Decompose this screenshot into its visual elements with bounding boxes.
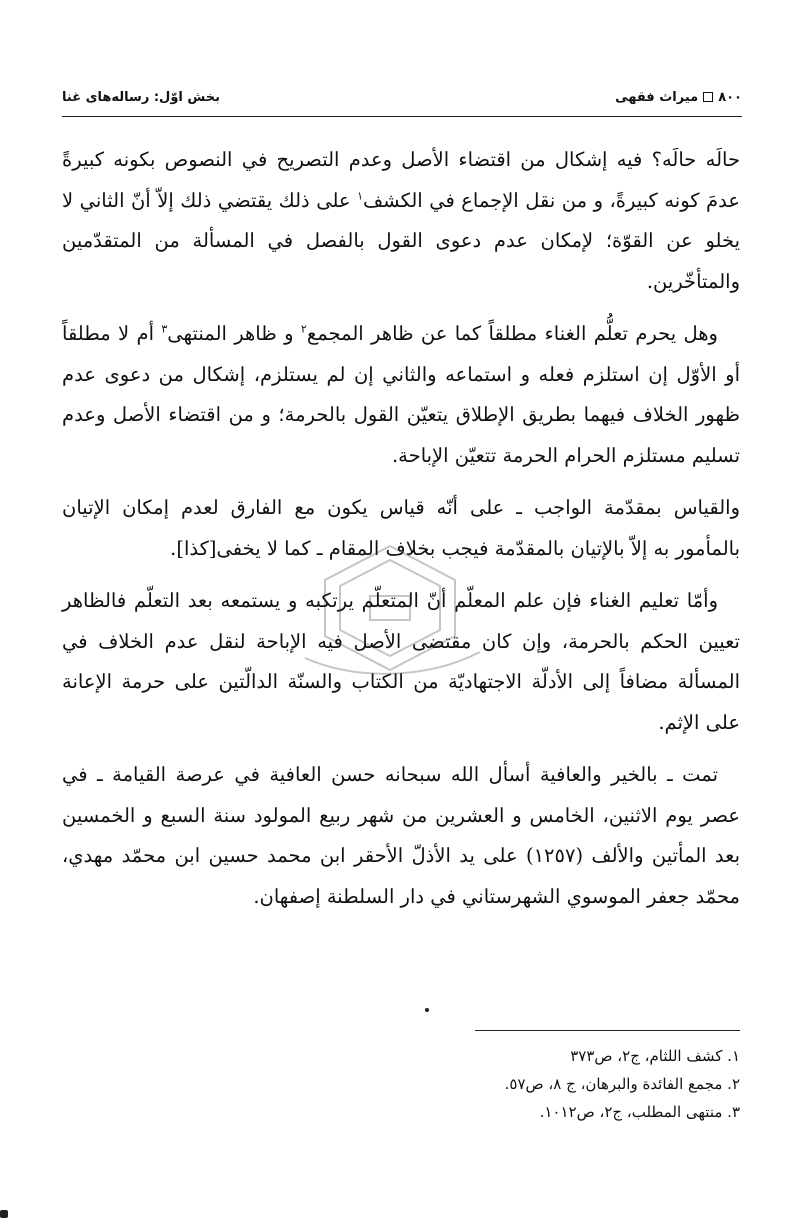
paragraph-text: حالَه حالَه؟ فيه إشكال من اقتضاء الأصل وعدم التصريح في النصوص بكونه كبيرةً عدمَ كونه كبيرةً، و من نقل الإجماع في الكشف <box>62 148 740 212</box>
main-text <box>62 140 740 929</box>
paragraph-text: على ذلك يقتضي ذلك إلاّ أنّ الثاني لا يخلو عن القوّة؛ لإمكان عدم دعوى القول بالفصل في المسألة من المتقدّمين والمتأخّرين. <box>62 188 740 293</box>
scan-edge-mark <box>0 1210 8 1218</box>
footnote-2: ٢. مجمع الفائدة والبرهان، ج ٨، ص٥٧. <box>504 1075 740 1093</box>
footnote-divider <box>475 1030 740 1031</box>
running-head-right <box>615 90 742 105</box>
paragraph-3: والقياس بمقدّمة الواجب ـ على أنّه قياس يكون مع الفارق لعدم إمكان الإتيان بالمأمور به إلاّ بالإتيان بالمقدّمة فيجب بخلاف المقام ـ كما لا يخفى[كذا]. <box>62 496 740 560</box>
paragraph-text: و ظاهر المنتهى <box>167 322 301 345</box>
running-head <box>62 84 742 110</box>
paragraph-text: وهل يحرم تعلُّم الغناء مطلقاً كما عن ظاهر المجمع <box>306 322 718 345</box>
page-number: ۸۰۰ <box>718 89 742 105</box>
footnote-3: ٣. منتهى المطلب، ج٢، ص١٠١٢. <box>539 1103 740 1121</box>
paragraph-1 <box>62 140 740 302</box>
footnote-1: ١. كشف اللثام، ج٢، ص٣٧٣ <box>570 1047 740 1065</box>
paragraph-2 <box>62 314 740 476</box>
paragraph-4: وأمّا تعليم الغناء فإن علم المعلّم أنّ المتعلّم يرتكبه و يستمعه بعد التعلّم فالظاهر تعيين الحكم بالحرمة، وإن كان مقتضى الأصل فيه الإباحة لنقل عدم الخلاف في المسألة مضافاً إلى الأدلّة الاجتهاديّة من الكتاب والسنّة الدالّتين على حرمة الإعانة على الإثم. <box>62 589 740 734</box>
footnote-ref: ٢ <box>300 322 307 336</box>
header-divider <box>62 116 742 117</box>
footnotes <box>280 1042 740 1126</box>
book-title: میراث فقهی <box>615 89 699 105</box>
paragraph-text: أم لا مطلقاً أو الأوّل إن استلزم فعله و استماعه والثاني إن لم يستلزم، إشكال من دعوى عدم ظهور الخلاف فيهما بطريق الإطلاق يتعيّن القول بالحرمة؛ و من اقتضاء الأصل وعدم تسليم مستلزم الحرام الحرمة تتعيّن الإباحة. <box>62 322 740 467</box>
paragraph-5: تمت ـ بالخير والعافية أسأل الله سبحانه حسن العافية في عرصة القيامة ـ في عصر يوم الاثنين، الخامس و العشرين من شهر ربيع المولود سنة السبع و الخمسين بعد المأتين والألف (١٢٥٧) على يد الأذلّ الأحقر ابن محمد حسين ابن محمّد مهدي، محمّد جعفر الموسوي الشهرستاني في دار السلطنة إصفهان. <box>62 763 740 908</box>
square-ornament-icon <box>703 92 713 102</box>
footnote-ref: ١ <box>357 189 363 202</box>
section-title: بخش اوّل: رساله‌های غنا <box>62 89 221 105</box>
footnote-ref: ٣ <box>161 322 168 336</box>
stray-ink-mark <box>425 1008 429 1012</box>
